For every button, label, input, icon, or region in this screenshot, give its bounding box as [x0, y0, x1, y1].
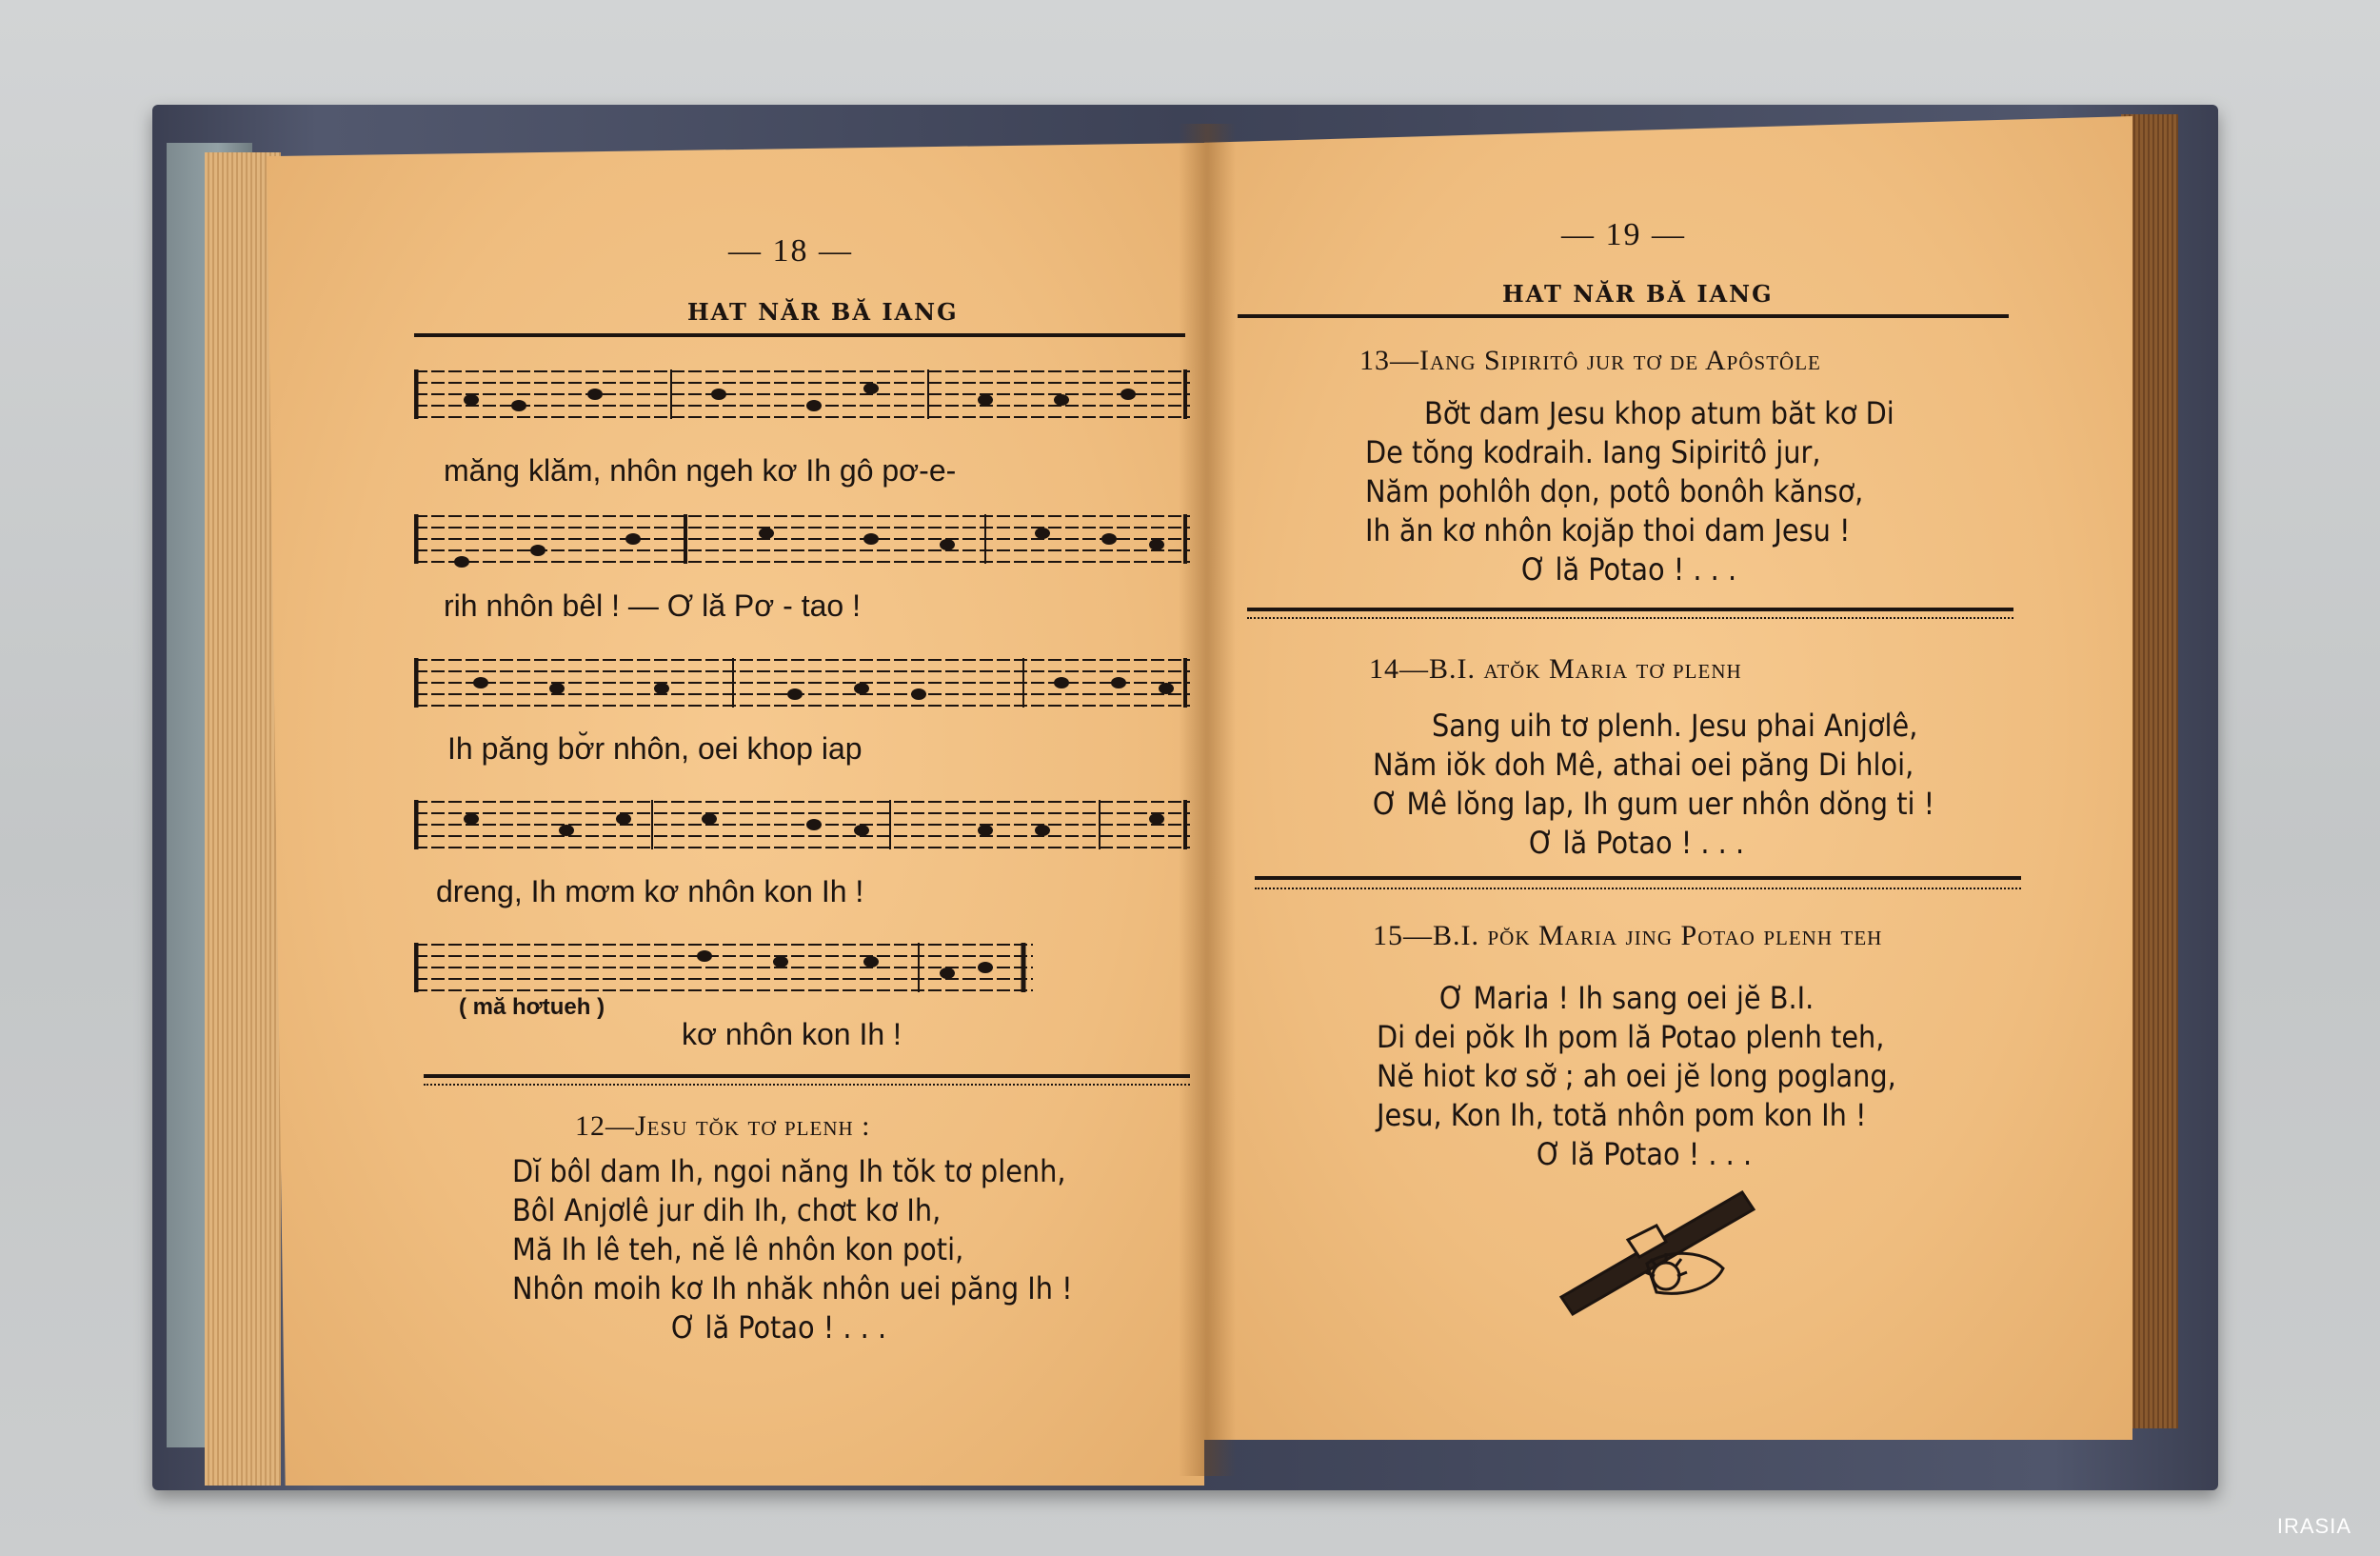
hymn-14-title: 14—B.I. atŏk Maria tơ plenh — [1369, 653, 1742, 685]
hymn-12-line-3: Mă Ih lê teh, nĕ lê nhôn kon poti, — [512, 1231, 964, 1267]
music-staff-1 — [414, 362, 1190, 433]
hymn-12-refrain: Ơ lă Potao ! . . . — [671, 1309, 887, 1346]
divider-dotted-right-1 — [1247, 617, 2013, 619]
divider-dotted-right-2 — [1255, 888, 2021, 889]
hymn-12-line-2: Bôl Anjơlê jur dih Ih, chơt kơ Ih, — [512, 1192, 942, 1228]
hymn-15-line-1: Ơ Maria ! Ih sang oei jĕ B.I. — [1439, 980, 1815, 1016]
lyric-line-1: măng klăm, nhôn ngeh kơ Ih gô pơ-e- — [444, 453, 957, 488]
cross-illustration — [1552, 1173, 1761, 1316]
lyric-line-5: kơ nhôn kon Ih ! — [682, 1017, 902, 1051]
hymn-15-line-2: Di dei pŏk Ih pom lă Potao plenh teh, — [1377, 1019, 1885, 1055]
hymn-15-line-4: Jesu, Kon Ih, totă nhôn pom kon Ih ! — [1377, 1097, 1867, 1133]
music-staff-4 — [414, 792, 1190, 864]
hymn-15-title: 15—B.I. pŏk Maria jing Potao plenh teh — [1373, 920, 1883, 951]
right-running-head: HAT NĂR BĂ IANG — [1502, 280, 1774, 308]
hymn-12-line-4: Nhôn moih kơ Ih nhăk nhôn uei păng Ih ! — [512, 1270, 1073, 1307]
divider-dotted-left — [424, 1084, 1190, 1086]
hymn-12-title: 12—Jesu tŏk tơ plenh : — [575, 1110, 871, 1142]
hymn-13-line-4: Ih ăn kơ nhôn kojăp thoi dam Jesu ! — [1365, 512, 1851, 549]
hymn-13-title: 13—Iang Sipiritô jur tơ de Apôstôle — [1359, 345, 1821, 376]
lyric-line-3: Ih păng bơ̆r nhôn, oei khop iap — [447, 731, 863, 766]
tempo-marking: ( mă hơtueh ) — [459, 994, 605, 1020]
divider-rule-right-2 — [1255, 876, 2021, 880]
hymn-14-line-3: Ơ Mê lŏng lap, Ih gum uer nhôn dŏng ti ! — [1373, 786, 1935, 822]
hymn-12-line-1: Dĭ bôl dam Ih, ngoi năng Ih tŏk tơ plenh, — [512, 1153, 1066, 1189]
hymn-13-refrain: Ơ lă Potao ! . . . — [1521, 551, 1737, 588]
hymn-14-line-1: Sang uih tơ plenh. Jesu phai Anjơlê, — [1432, 708, 1918, 744]
hymn-15-line-3: Nĕ hiot kơ sơ̆ ; ah oei jĕ long poglang, — [1377, 1058, 1896, 1094]
hymn-14-refrain: Ơ lă Potao ! . . . — [1529, 825, 1745, 861]
music-staff-3 — [414, 650, 1190, 722]
right-page-number: — 19 — — [1561, 217, 1686, 252]
hymn-15-refrain: Ơ lă Potao ! . . . — [1537, 1136, 1753, 1172]
hymn-14-line-2: Năm iŏk doh Mê, athai oei păng Di hloi, — [1373, 747, 1914, 783]
music-staff-2 — [414, 507, 1190, 578]
left-page-number: — 18 — — [728, 233, 853, 269]
divider-rule-right-1 — [1247, 608, 2013, 611]
hymn-13-line-2: De tŏng kodraih. Iang Sipiritô jur, — [1365, 434, 1821, 470]
left-header-rule — [414, 333, 1185, 337]
divider-rule-left — [424, 1074, 1190, 1078]
lyric-line-4: dreng, Ih mơm kơ nhôn kon Ih ! — [436, 874, 864, 908]
watermark: IRASIA — [2276, 1514, 2351, 1538]
left-running-head: HAT NĂR BĂ IANG — [687, 298, 959, 326]
right-header-rule — [1238, 314, 2009, 318]
hymn-13-line-3: Năm pohlôh dọn, potô bonôh kănsơ, — [1365, 473, 1864, 509]
lyric-line-2: rih nhôn bêl ! — Ơ lă Pơ - tao ! — [444, 588, 861, 623]
hymn-13-line-1: Bơ̆t dam Jesu khop atum băt kơ Di — [1424, 395, 1894, 431]
